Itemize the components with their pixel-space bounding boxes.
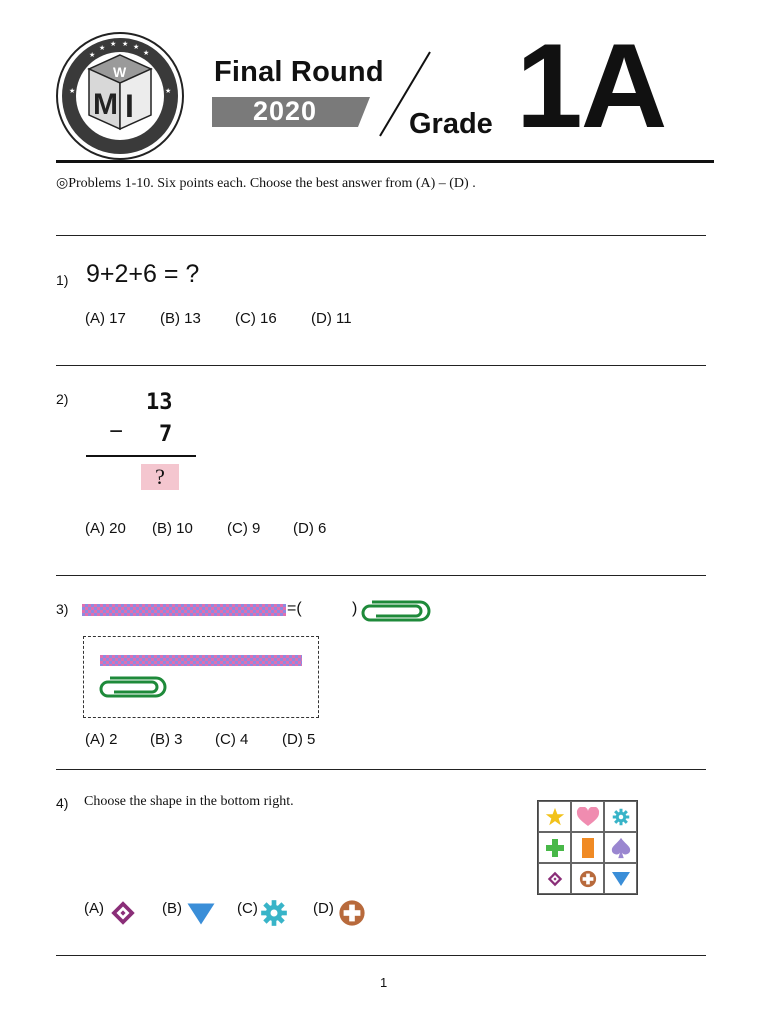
diamond-icon[interactable]: [110, 900, 136, 926]
question-1-option-b[interactable]: (B) 13: [160, 310, 201, 327]
grid-cell-down-triangle: [604, 863, 637, 894]
question-1-option-a[interactable]: (A) 17: [85, 310, 126, 327]
page-number: 1: [380, 975, 388, 990]
shape-grid: [537, 800, 638, 895]
grid-cell-circle-plus: [571, 863, 604, 894]
grid-cell-heart: [571, 801, 604, 832]
separator-line: [56, 955, 706, 956]
circle-plus-icon: [579, 870, 597, 888]
circle-plus-icon[interactable]: [338, 899, 366, 927]
separator-line: [56, 575, 706, 576]
round-title: Final Round: [214, 56, 384, 88]
question-3-option-a[interactable]: (A) 2: [85, 731, 118, 748]
question-2-top-number: 13: [146, 390, 173, 415]
svg-text:★: ★: [99, 44, 106, 52]
year-label: 2020: [252, 96, 318, 126]
grid-cell-plus: [538, 832, 571, 863]
logo-letter-m: M: [93, 88, 118, 121]
separator-line: [56, 769, 706, 770]
question-4-option-a[interactable]: (A): [84, 900, 104, 917]
logo-letter-w: W: [113, 64, 127, 80]
grid-cell-rectangle: [571, 832, 604, 863]
down-triangle-icon[interactable]: [185, 902, 217, 926]
question-3-checkered-bar-example: [100, 655, 302, 666]
svg-text:★: ★: [122, 40, 129, 48]
question-3-option-d[interactable]: (D) 5: [282, 731, 316, 748]
question-1-option-c[interactable]: (C) 16: [235, 310, 277, 327]
question-1-expression: 9+2+6 = ?: [86, 260, 200, 288]
gear-icon: [612, 808, 630, 826]
grid-cell-spade: [604, 832, 637, 863]
question-2-minus-sign: −: [109, 418, 124, 445]
question-2-option-a[interactable]: (A) 20: [85, 520, 126, 537]
paperclip-icon: [98, 675, 170, 699]
question-3-number: 3): [56, 601, 69, 617]
question-4-option-b[interactable]: (B): [162, 900, 182, 917]
question-2-sum-line: [86, 455, 196, 457]
paperclip-icon: [360, 599, 432, 623]
question-4-number: 4): [56, 795, 69, 811]
question-4-prompt: Choose the shape in the bottom right.: [84, 794, 294, 809]
gear-icon[interactable]: [260, 899, 288, 927]
svg-text:★: ★: [165, 87, 172, 95]
spade-icon: [610, 837, 632, 859]
question-1-option-d[interactable]: (D) 11: [311, 310, 352, 327]
question-3-option-b[interactable]: (B) 3: [150, 731, 183, 748]
question-4-option-c[interactable]: (C): [237, 900, 258, 917]
grid-cell-star: [538, 801, 571, 832]
question-3-checkered-bar: [82, 604, 286, 616]
question-3-equals: =(: [287, 600, 302, 617]
question-3-close-paren: ): [352, 600, 358, 617]
svg-text:★: ★: [89, 51, 96, 59]
question-2-number: 2): [56, 391, 69, 407]
rectangle-icon: [582, 838, 594, 858]
separator-line: [56, 235, 706, 236]
star-icon: [544, 806, 566, 828]
grade-label: Grade: [409, 108, 493, 140]
plus-icon: [545, 838, 565, 858]
separator-line: [56, 365, 706, 366]
diamond-icon: [547, 870, 563, 888]
header-rule: [56, 160, 714, 163]
question-1-number: 1): [56, 272, 69, 288]
question-2-bottom-number: 7: [159, 422, 173, 447]
logo-letter-i: I: [125, 88, 134, 124]
svg-text:★: ★: [133, 43, 140, 51]
svg-text:★: ★: [110, 40, 117, 48]
question-3-option-c[interactable]: (C) 4: [215, 731, 249, 748]
question-2-answer-box: ?: [141, 464, 179, 490]
svg-text:★: ★: [143, 49, 150, 57]
question-4-option-d[interactable]: (D): [313, 900, 334, 917]
instructions: ◎Problems 1-10. Six points each. Choose the best answer from (A) – (D) .: [56, 176, 476, 191]
heart-icon: [576, 807, 600, 827]
question-2-option-b[interactable]: (B) 10: [152, 520, 193, 537]
question-2-option-c[interactable]: (C) 9: [227, 520, 261, 537]
question-2-option-d[interactable]: (D) 6: [293, 520, 327, 537]
grade-level: 1A: [516, 19, 666, 153]
grid-cell-gear: [604, 801, 637, 832]
down-triangle-icon: [611, 871, 631, 887]
wmi-logo: [55, 31, 185, 161]
wmi-logo-graphic: [55, 31, 185, 161]
svg-text:★: ★: [69, 87, 76, 95]
grid-cell-diamond: [538, 863, 571, 894]
